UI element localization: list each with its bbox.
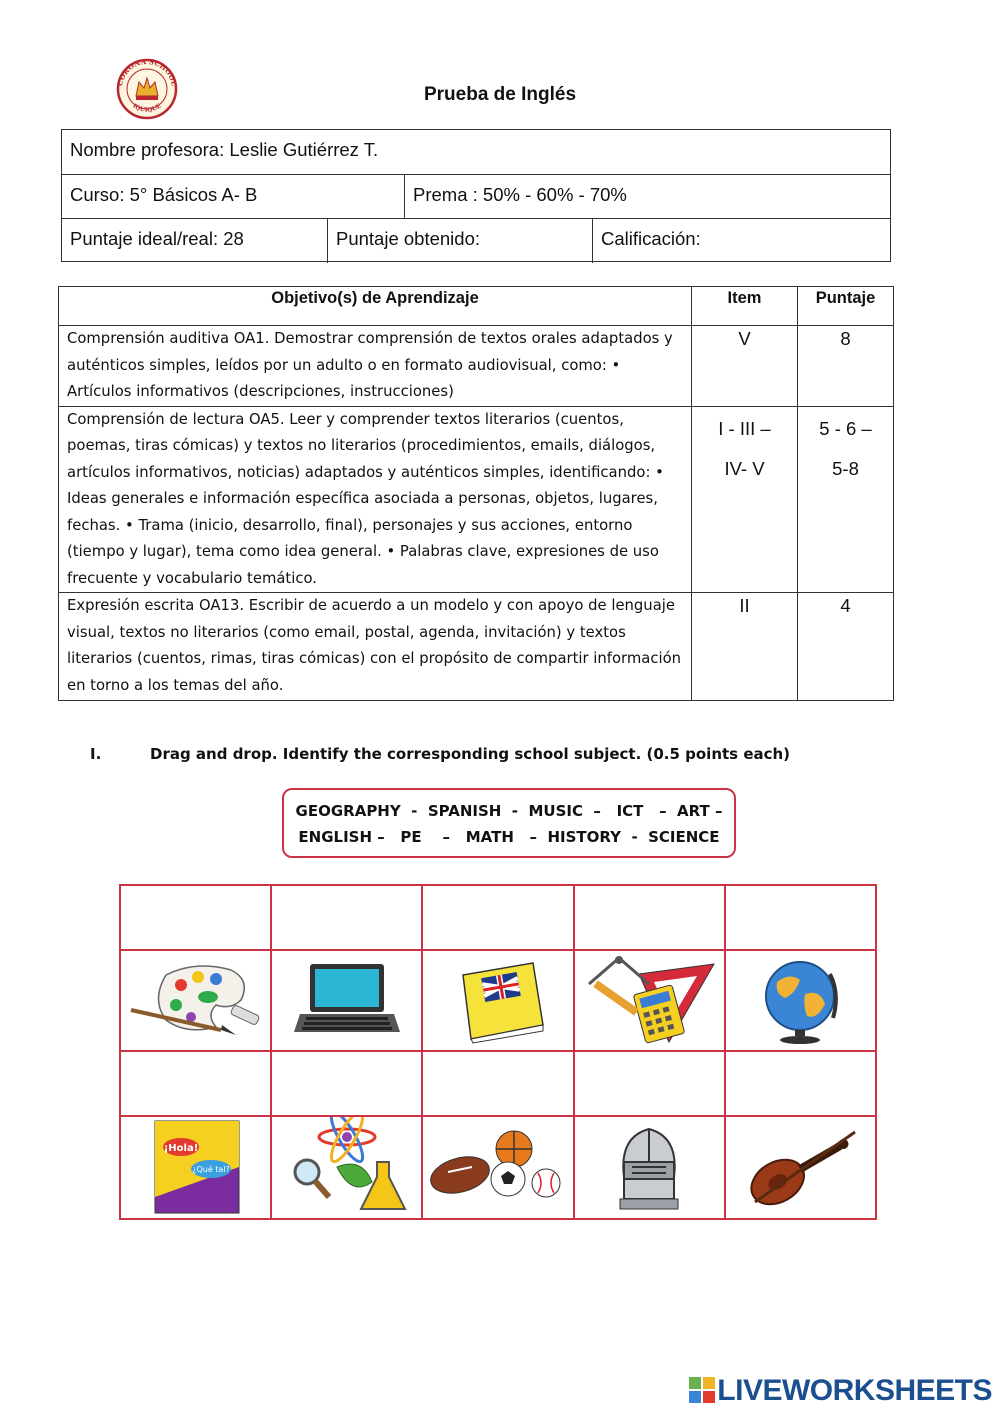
- palette-icon: [126, 955, 266, 1045]
- page-title: Prueba de Inglés: [423, 84, 577, 105]
- brand-text: LIVEWORKSHEETS: [717, 1374, 992, 1407]
- english-book-icon: [443, 955, 553, 1045]
- course-label: Curso: 5° Básicos A- B: [70, 184, 258, 205]
- objective-score: 5 - 6 – 5-8: [798, 406, 894, 593]
- drop-zone-science[interactable]: [271, 1051, 422, 1116]
- answer-input[interactable]: [285, 901, 409, 933]
- table-row: [59, 326, 894, 407]
- spanish-book-icon: [141, 1117, 251, 1217]
- picture-cell: [271, 950, 422, 1051]
- picture-cell: [271, 1116, 422, 1219]
- drop-zone-music[interactable]: [725, 1051, 876, 1116]
- word-bank-line-2: ENGLISH – PE – MATH – HISTORY - SCIENCE: [298, 828, 720, 846]
- objective-score: 8: [798, 326, 894, 407]
- answer-input[interactable]: [587, 1067, 711, 1099]
- liveworksheets-logo: [689, 1374, 992, 1408]
- answer-input[interactable]: [587, 901, 711, 933]
- answer-input[interactable]: [134, 1067, 258, 1099]
- item-header: Item: [692, 287, 798, 326]
- instruction-text: Drag and drop. Identify the corresponding school subject. (0.5 points each): [150, 745, 791, 763]
- spanish-bubble-2: ¿Qué tal?: [191, 1165, 230, 1175]
- objectives-header: Objetivo(s) de Aprendizaje: [59, 287, 692, 326]
- globe-icon: [745, 954, 855, 1046]
- info-table: [61, 129, 891, 262]
- info-row-teacher: [62, 130, 890, 175]
- exercise-instruction: [90, 745, 790, 763]
- picture-cell: [120, 1116, 271, 1219]
- picture-cell: [574, 1116, 725, 1219]
- drop-zone-art[interactable]: [120, 885, 271, 950]
- table-row: [59, 593, 894, 701]
- objective-description: Comprensión auditiva OA1. Demostrar comprensión de textos orales adaptados y auténticos simples, leídos por un adulto o en formato audiovisual, como: • Artículos informativos (descripciones, instrucciones): [59, 326, 692, 407]
- drop-row-1: [120, 885, 876, 950]
- drop-row-2: [120, 1051, 876, 1116]
- grade-label: Calificación:: [592, 219, 890, 263]
- answer-input[interactable]: [738, 901, 862, 933]
- picture-cell: [422, 950, 573, 1051]
- drop-zone-geography[interactable]: [725, 885, 876, 950]
- answer-input[interactable]: [738, 1067, 862, 1099]
- word-bank: [282, 788, 736, 858]
- ideal-score: Puntaje ideal/real: 28: [70, 228, 244, 249]
- violin-icon: [735, 1122, 865, 1212]
- teacher-name: Nombre profesora: Leslie Gutiérrez T.: [70, 139, 379, 160]
- objective-item: II: [692, 593, 798, 701]
- drop-zone-english[interactable]: [422, 885, 573, 950]
- picture-cell: [574, 950, 725, 1051]
- drop-zone-math[interactable]: [574, 885, 725, 950]
- drop-zone-history[interactable]: [574, 1051, 725, 1116]
- objectives-table: [58, 286, 894, 701]
- word-bank-line-1: GEOGRAPHY - SPANISH - MUSIC – ICT – ART –: [295, 802, 723, 820]
- logo-text-bottom: IQUIQUE: [131, 102, 163, 114]
- spanish-bubble-1: ¡Hola!: [163, 1143, 198, 1155]
- objectives-header-row: [59, 287, 894, 326]
- drop-zone-spanish[interactable]: [120, 1051, 271, 1116]
- objective-item: V: [692, 326, 798, 407]
- logo-text-top: CORONA SCHOOL: [115, 58, 179, 87]
- obtained-score: Puntaje obtenido:: [327, 219, 592, 263]
- info-row-scores: [62, 219, 890, 263]
- answer-input[interactable]: [134, 901, 258, 933]
- answer-input[interactable]: [285, 1067, 409, 1099]
- exercise-number: I.: [90, 745, 102, 763]
- picture-cell: [725, 950, 876, 1051]
- objective-score: 4: [798, 593, 894, 701]
- math-tools-icon: [579, 954, 719, 1046]
- drop-zone-pe[interactable]: [422, 1051, 573, 1116]
- picture-cell: [422, 1116, 573, 1219]
- objective-item: I - III – IV- V: [692, 406, 798, 593]
- table-row: [59, 406, 894, 593]
- answer-input[interactable]: [436, 901, 560, 933]
- objective-description: Comprensión de lectura OA5. Leer y comprender textos literarios (cuentos, poemas, tiras cómicas) y textos no literarios (procedimientos, emails, diálogos, artículos informativos, noticias) adaptados y auténticos simples, identificando: • Ideas generales e información específica asociada a personas, objetos, lugares, fechas. • Trama (inicio, desarrollo, final), personajes y sus acciones, entorno (tiempo y lugar), tema como idea general. • Palabras clave, expresiones de uso frecuente y vocabulario temático.: [59, 406, 692, 593]
- info-row-course: [62, 175, 890, 219]
- score-header: Puntaje: [798, 287, 894, 326]
- prema-label: Prema : 50% - 60% - 70%: [404, 175, 890, 218]
- science-icon: [277, 1117, 417, 1217]
- picture-row-1: [120, 950, 876, 1051]
- picture-row-2: [120, 1116, 876, 1219]
- picture-cell: [725, 1116, 876, 1219]
- drop-zone-ict[interactable]: [271, 885, 422, 950]
- laptop-icon: [292, 960, 402, 1040]
- knight-helmet-icon: [594, 1117, 704, 1217]
- objective-description: Expresión escrita OA13. Escribir de acuerdo a un modelo y con apoyo de lenguaje visual, textos no literarios (como email, postal, agenda, invitación) y textos literarios (cuentos, rimas, tiras cómicas) con el propósito de compartir información en torno a los temas del año.: [59, 593, 692, 701]
- answer-input[interactable]: [436, 1067, 560, 1099]
- subjects-grid: [119, 884, 877, 1220]
- liveworksheets-mark-icon: [689, 1377, 715, 1403]
- sports-balls-icon: [428, 1127, 568, 1207]
- picture-cell: [120, 950, 271, 1051]
